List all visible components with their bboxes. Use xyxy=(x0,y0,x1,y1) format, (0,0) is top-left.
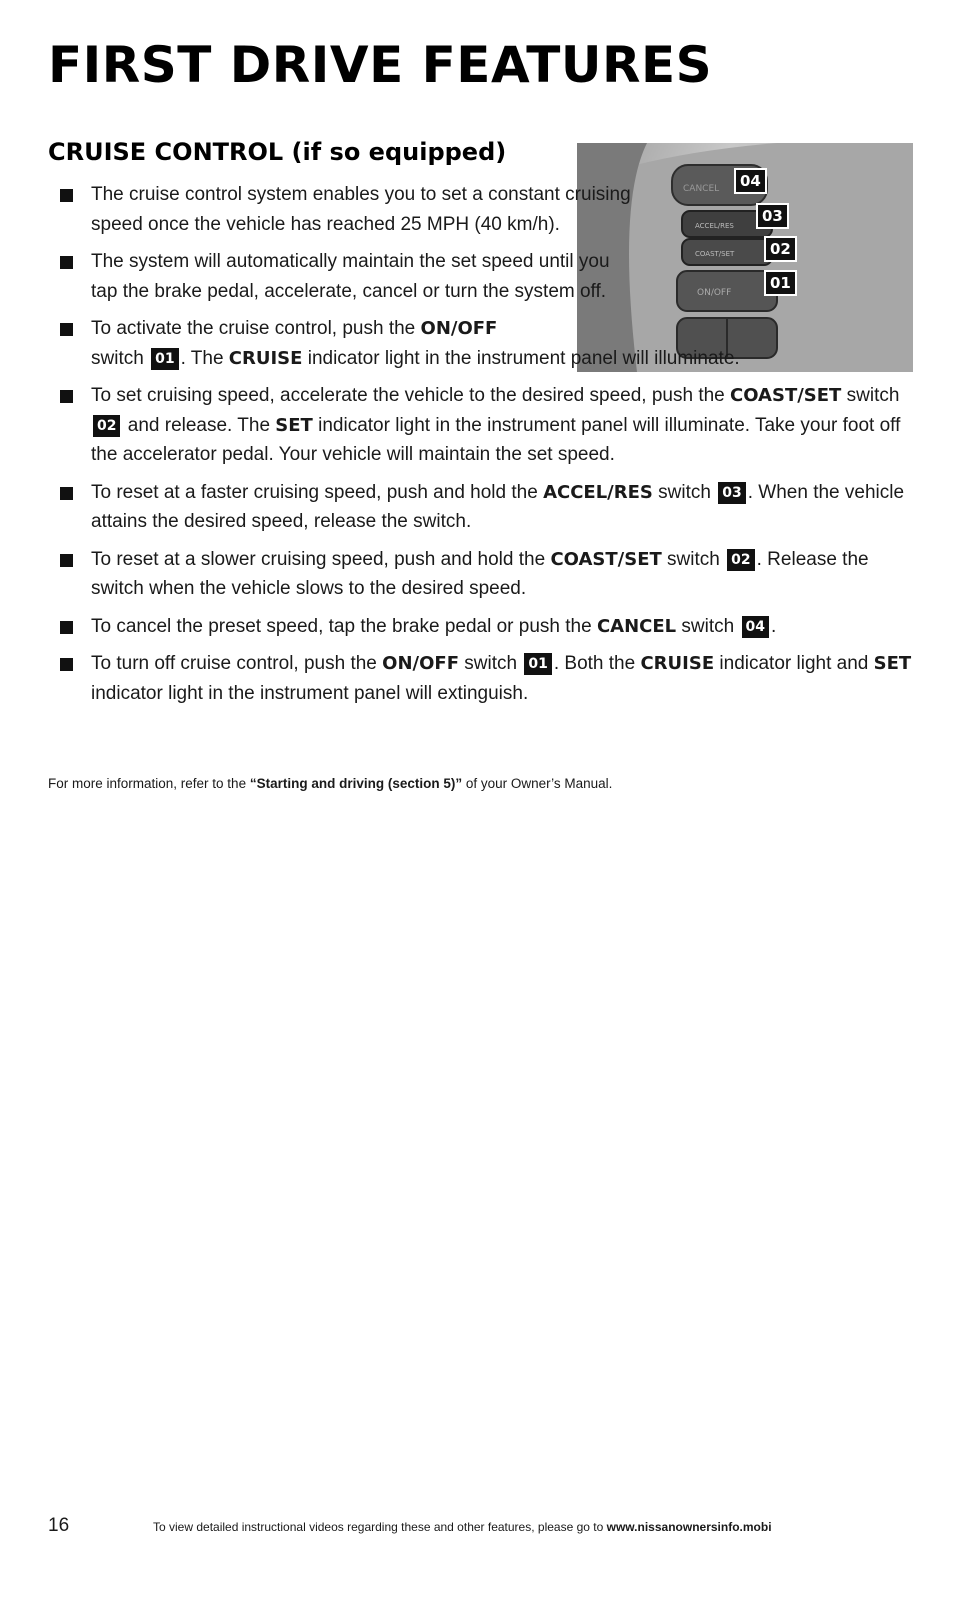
bullet-square-icon xyxy=(60,621,73,634)
list-item: The system will automatically maintain the set speed until you tap the brake pedal, accelerate, cancel or turn the system off. xyxy=(60,247,631,306)
bullet-square-icon xyxy=(60,323,73,336)
bullet-square-icon xyxy=(60,658,73,671)
switch-number-badge: 02 xyxy=(727,549,754,571)
accel-res-button-label: ACCEL/RES xyxy=(695,222,734,230)
switch-number-badge: 01 xyxy=(151,348,178,370)
on-off-button-label: ON/OFF xyxy=(697,288,732,298)
bullet-square-icon xyxy=(60,256,73,269)
callout-04: 04 xyxy=(734,168,767,194)
list-item: The cruise control system enables you to set a constant cruising speed once the vehicle has reached 25 MPH (40 km/h). xyxy=(60,180,631,239)
list-item: To reset at a slower cruising speed, push and hold the COAST/SET switch 02 . Release the switch when the vehicle slows to the desired speed. xyxy=(60,545,920,604)
coast-set-button-label: COAST/SET xyxy=(695,250,735,258)
page-number: 16 xyxy=(48,1515,70,1536)
bullet-square-icon xyxy=(60,487,73,500)
bullet-square-icon xyxy=(60,554,73,567)
list-item: To set cruising speed, accelerate the vehicle to the desired speed, push the COAST/SET switch 02 and release. The SET indicator light in the instrument panel will illuminate. Take your foot off the accelerator pedal. Your vehicle will maintain the set speed. xyxy=(60,381,920,470)
switch-number-badge: 04 xyxy=(742,616,769,638)
page-title: FIRST DRIVE FEATURES xyxy=(48,36,713,94)
switch-number-badge: 02 xyxy=(93,415,120,437)
list-item: To turn off cruise control, push the ON/OFF switch 01 . Both the CRUISE indicator light and SET indicator light in the instrument panel will extinguish. xyxy=(60,649,920,708)
footer-url: www.nissanownersinfo.mobi xyxy=(606,1520,772,1534)
footer-note: To view detailed instructional videos regarding these and other features, please go to www.nissanownersinfo.mobi xyxy=(153,1520,772,1534)
callout-03: 03 xyxy=(756,203,789,229)
list-item: To activate the cruise control, push the ON/OFF switch 01 . The CRUISE indicator light in the instrument panel will illuminate. xyxy=(60,314,920,373)
list-item: To reset at a faster cruising speed, push and hold the ACCEL/RES switch 03 . When the vehicle attains the desired speed, release the switch. xyxy=(60,478,920,537)
more-info-note: For more information, refer to the “Starting and driving (section 5)” of your Owner’s Manual. xyxy=(48,776,613,791)
section-heading: CRUISE CONTROL (if so equipped) xyxy=(48,138,507,166)
switch-number-badge: 01 xyxy=(524,653,551,675)
cancel-button-label: CANCEL xyxy=(683,184,720,194)
callout-01: 01 xyxy=(764,270,797,296)
bullet-square-icon xyxy=(60,390,73,403)
bullet-list xyxy=(60,180,920,716)
list-item: To cancel the preset speed, tap the brake pedal or push the CANCEL switch 04 . xyxy=(60,612,920,642)
switch-number-badge: 03 xyxy=(718,482,745,504)
bullet-square-icon xyxy=(60,189,73,202)
callout-02: 02 xyxy=(764,236,797,262)
